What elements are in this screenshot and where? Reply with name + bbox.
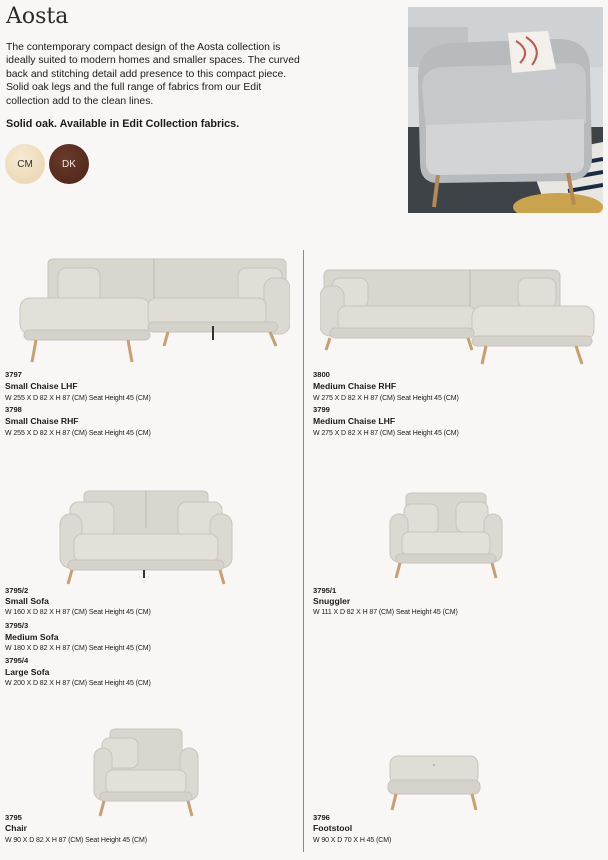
- page-title: Aosta: [6, 4, 69, 29]
- swatch-label: DK: [62, 158, 76, 170]
- product-name: Small Sofa: [5, 596, 49, 606]
- product-code: 3799: [313, 405, 330, 414]
- product-code: 3798: [5, 405, 22, 414]
- product-name: Footstool: [313, 823, 353, 833]
- product-name: Medium Chaise LHF: [313, 416, 396, 426]
- product-code: 3795/1: [313, 586, 337, 595]
- collection-description: The contemporary compact design of the Aosta collection is ideally suited to modern homes and smaller spaces. The curved back and stitching detail add presence to this compact piece. Solid oak legs and the full range of fabrics from our Edit collection add to the clean lines.: [6, 42, 300, 107]
- product-name: Small Chaise LHF: [5, 381, 78, 391]
- product-dimensions: W 180 X D 82 X H 87 (CM) Seat Height 45 (CM): [5, 645, 151, 652]
- product-dimensions: W 90 X D 82 X H 87 (CM) Seat Height 45 (CM): [5, 837, 147, 844]
- product-name: Medium Chaise RHF: [313, 381, 397, 391]
- product-code: 3795/2: [5, 586, 29, 595]
- lifestyle-photo: [408, 7, 603, 213]
- swatch-cm[interactable]: [5, 144, 45, 184]
- sofa-image: [58, 488, 234, 588]
- material-note: Solid oak. Available in Edit Collection fabrics.: [6, 118, 240, 130]
- product-dimensions: W 160 X D 82 X H 87 (CM) Seat Height 45 (CM): [5, 609, 151, 616]
- medium-chaise-image: [320, 266, 596, 366]
- product-code: 3795/3: [5, 621, 29, 630]
- product-name: Large Sofa: [5, 667, 50, 677]
- snuggler-image: [388, 490, 504, 582]
- product-code: 3797: [5, 370, 22, 379]
- column-divider: [303, 250, 304, 852]
- product-name: Small Chaise RHF: [5, 416, 79, 426]
- product-code: 3800: [313, 370, 330, 379]
- product-dimensions: W 200 X D 82 X H 87 (CM) Seat Height 45 (CM): [5, 680, 151, 687]
- footstool-image: [386, 754, 482, 814]
- swatch-label: CM: [17, 158, 33, 170]
- swatch-dk[interactable]: [49, 144, 89, 184]
- product-code: 3796: [313, 813, 330, 822]
- product-dimensions: W 255 X D 82 X H 87 (CM) Seat Height 45 (CM): [5, 430, 151, 437]
- product-name: Medium Sofa: [5, 632, 59, 642]
- product-name: Chair: [5, 823, 27, 833]
- product-dimensions: W 275 X D 82 X H 87 (CM) Seat Height 45 (CM): [313, 395, 459, 402]
- product-dimensions: W 90 X D 70 X H 45 (CM): [313, 837, 392, 844]
- small-chaise-image: [18, 256, 290, 366]
- product-dimensions: W 111 X D 82 X H 87 (CM) Seat Height 45 (CM): [313, 609, 458, 616]
- product-name: Snuggler: [313, 596, 351, 606]
- product-dimensions: W 275 X D 82 X H 87 (CM) Seat Height 45 (CM): [313, 430, 459, 437]
- chair-image: [92, 726, 200, 820]
- product-code: 3795/4: [5, 656, 29, 665]
- product-dimensions: W 255 X D 82 X H 87 (CM) Seat Height 45 (CM): [5, 395, 151, 402]
- product-code: 3795: [5, 813, 22, 822]
